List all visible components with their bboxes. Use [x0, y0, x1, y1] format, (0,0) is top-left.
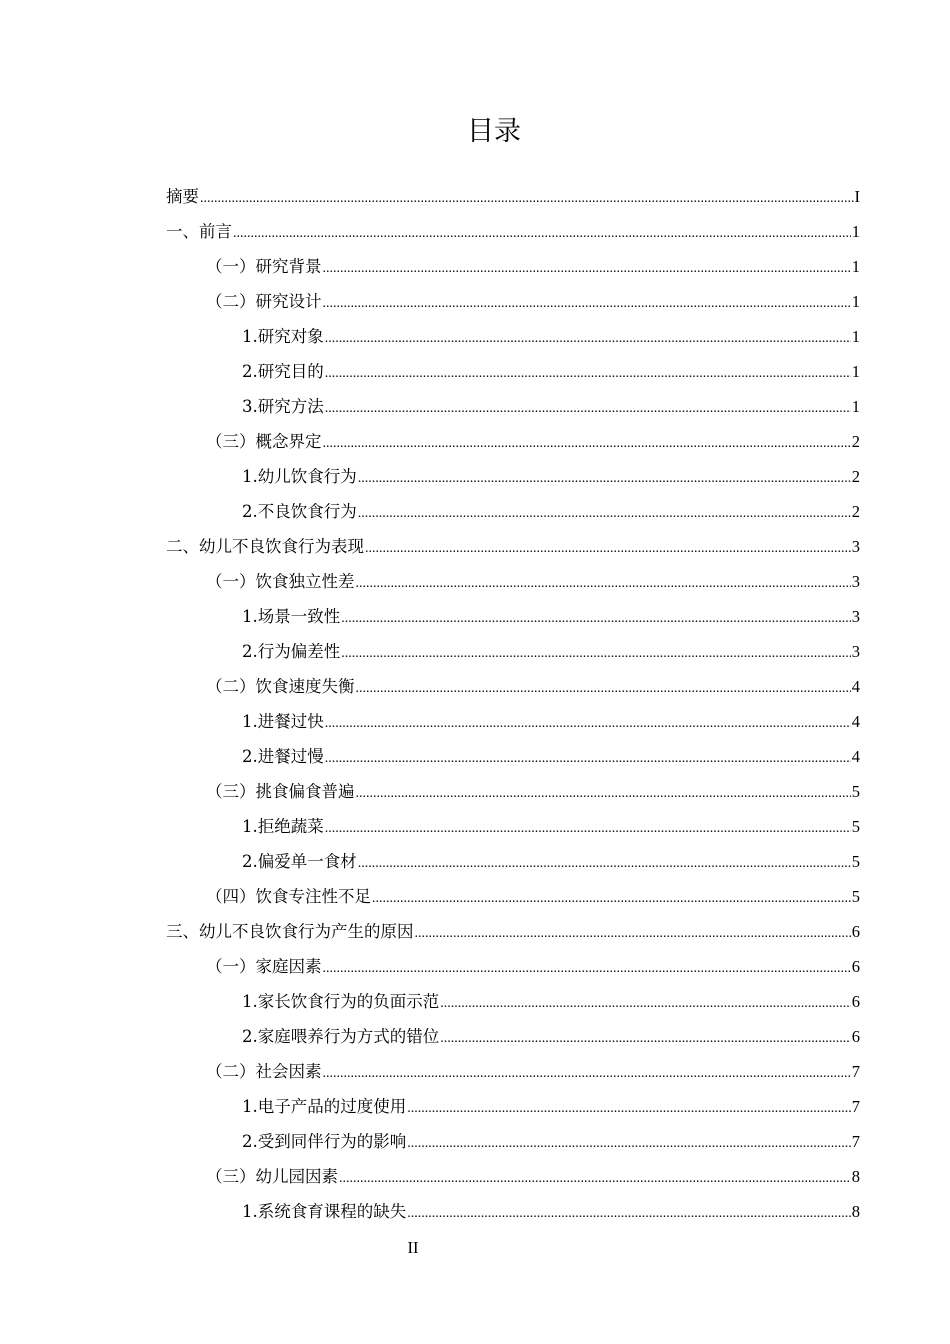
toc-entry-label: （四）饮食专注性不足: [206, 887, 371, 906]
toc-entry-label: （二）饮食速度失衡: [206, 677, 355, 696]
toc-entry-label: 摘要: [166, 187, 199, 206]
toc-entry-label: 1.系统食育课程的缺失: [242, 1202, 407, 1221]
toc-entry[interactable]: [166, 984, 860, 1019]
toc-entry[interactable]: [166, 424, 860, 459]
toc-entry-label: 2.研究目的: [242, 362, 324, 381]
toc-dot-leader: [372, 881, 851, 916]
toc-entry[interactable]: [166, 459, 860, 494]
toc-entry-page: 8: [851, 1167, 860, 1186]
toc-entry-page: 1: [851, 362, 860, 381]
toc-entry[interactable]: [166, 319, 860, 354]
toc-entry-label: 2.行为偏差性: [242, 642, 341, 661]
toc-dot-leader: [233, 216, 851, 251]
toc-entry-page: 1: [851, 257, 860, 276]
toc-dot-leader: [323, 426, 851, 461]
toc-entry-page: 2: [851, 502, 860, 521]
toc-entry-page: 2: [851, 432, 860, 451]
toc-entry-page: 6: [851, 992, 860, 1011]
toc-entry-label: 一、前言: [166, 222, 232, 241]
toc-dot-leader: [407, 1091, 851, 1126]
toc-entry[interactable]: [166, 389, 860, 424]
toc-entry[interactable]: [166, 1124, 860, 1159]
toc-entry-page: 4: [851, 677, 860, 696]
toc-entry-label: （三）挑食偏食普遍: [206, 782, 355, 801]
toc-entry[interactable]: [166, 844, 860, 879]
toc-entry-page: 1: [851, 222, 860, 241]
toc-entry-label: （一）家庭因素: [206, 957, 322, 976]
toc-entry[interactable]: [166, 529, 860, 564]
toc-dot-leader: [440, 1021, 851, 1056]
toc-entry[interactable]: [166, 1089, 860, 1124]
toc-dot-leader: [407, 1126, 851, 1161]
toc-entry-label: 1.家长饮食行为的负面示范: [242, 992, 440, 1011]
toc-entry[interactable]: [166, 704, 860, 739]
toc-dot-leader: [323, 1056, 851, 1091]
toc-entry-label: 2.偏爱单一食材: [242, 852, 357, 871]
page-title: 目录: [467, 116, 521, 147]
toc-entry-page: 7: [851, 1132, 860, 1151]
toc-entry[interactable]: [166, 1054, 860, 1089]
toc-entry[interactable]: [166, 949, 860, 984]
toc-entry[interactable]: [166, 249, 860, 284]
toc-entry-page: 1: [851, 327, 860, 346]
toc-entry-label: 1.场景一致性: [242, 607, 341, 626]
toc-entry-page: 8: [851, 1202, 860, 1221]
toc-entry-page: 1: [851, 292, 860, 311]
toc-dot-leader: [339, 1161, 851, 1196]
toc-dot-leader: [325, 356, 851, 391]
toc-dot-leader: [341, 601, 851, 636]
toc-dot-leader: [407, 1196, 851, 1231]
toc-entry-label: 2.受到同伴行为的影响: [242, 1132, 407, 1151]
toc-dot-leader: [323, 951, 851, 986]
toc-entry[interactable]: [166, 564, 860, 599]
toc-dot-leader: [358, 496, 851, 531]
toc-dot-leader: [325, 391, 851, 426]
toc-entry-page: I: [854, 187, 860, 206]
toc-entry[interactable]: [166, 284, 860, 319]
toc-entry[interactable]: [166, 599, 860, 634]
toc-entry[interactable]: [166, 739, 860, 774]
toc-entry-page: 4: [851, 747, 860, 766]
toc-entry-page: 6: [851, 1027, 860, 1046]
toc-entry-page: 1: [851, 397, 860, 416]
toc-dot-leader: [356, 566, 851, 601]
page-number: II: [407, 1238, 419, 1257]
toc-entry[interactable]: [166, 1019, 860, 1054]
toc-entry[interactable]: [166, 1159, 860, 1194]
toc-entry-label: 1.研究对象: [242, 327, 324, 346]
toc-entry-page: 5: [851, 887, 860, 906]
toc-dot-leader: [325, 811, 851, 846]
toc-dot-leader: [440, 986, 851, 1021]
toc-dot-leader: [365, 531, 851, 566]
toc-dot-leader: [356, 776, 851, 811]
toc-entry-label: 2.不良饮食行为: [242, 502, 357, 521]
toc-entry-label: 1.电子产品的过度使用: [242, 1097, 407, 1116]
toc-dot-leader: [356, 671, 851, 706]
toc-entry-page: 5: [851, 817, 860, 836]
toc-dot-leader: [358, 461, 851, 496]
toc-entry-label: （二）社会因素: [206, 1062, 322, 1081]
toc-dot-leader: [341, 636, 851, 671]
toc-dot-leader: [358, 846, 851, 881]
toc-dot-leader: [415, 916, 851, 951]
toc-entry[interactable]: [166, 214, 860, 249]
toc-entry-label: 2.家庭喂养行为方式的错位: [242, 1027, 440, 1046]
toc-entry-label: 三、幼儿不良饮食行为产生的原因: [166, 922, 414, 941]
toc-entry-page: 5: [851, 782, 860, 801]
toc-dot-leader: [323, 286, 851, 321]
toc-entry-label: 1.幼儿饮食行为: [242, 467, 357, 486]
toc-entry-label: （一）研究背景: [206, 257, 322, 276]
toc-entry[interactable]: [166, 494, 860, 529]
toc-entry-label: 1.拒绝蔬菜: [242, 817, 324, 836]
toc-entry[interactable]: [166, 179, 860, 214]
toc-entry-page: 6: [851, 957, 860, 976]
toc-entry-page: 5: [851, 852, 860, 871]
toc-entry-label: 3.研究方法: [242, 397, 324, 416]
toc-entry[interactable]: [166, 914, 860, 949]
toc-entry-label: （二）研究设计: [206, 292, 322, 311]
toc-entry-label: 2.进餐过慢: [242, 747, 324, 766]
toc-entry-page: 4: [851, 712, 860, 731]
toc-entry[interactable]: [166, 1194, 860, 1229]
toc-entry[interactable]: [166, 354, 860, 389]
toc-dot-leader: [325, 706, 851, 741]
toc-entry-page: 3: [851, 607, 860, 626]
toc-entry-label: 1.进餐过快: [242, 712, 324, 731]
toc-entry-page: 3: [851, 572, 860, 591]
toc-entry[interactable]: [166, 669, 860, 704]
toc-dot-leader: [323, 251, 851, 286]
toc-entry-label: （三）概念界定: [206, 432, 322, 451]
toc-dot-leader: [325, 321, 851, 356]
toc-entry-label: 二、幼儿不良饮食行为表现: [166, 537, 364, 556]
toc-entry[interactable]: [166, 879, 860, 914]
toc-dot-leader: [325, 741, 851, 776]
toc-entry-label: （一）饮食独立性差: [206, 572, 355, 591]
toc-entry[interactable]: [166, 774, 860, 809]
toc-entry-page: 6: [851, 922, 860, 941]
toc-dot-leader: [200, 181, 854, 216]
toc-entry[interactable]: [166, 634, 860, 669]
toc-entry-label: （三）幼儿园因素: [206, 1167, 338, 1186]
toc-entry-page: 3: [851, 642, 860, 661]
toc-entry-page: 7: [851, 1097, 860, 1116]
toc-entry-page: 7: [851, 1062, 860, 1081]
toc-entry-page: 2: [851, 467, 860, 486]
table-of-contents: [166, 179, 860, 1229]
toc-entry[interactable]: [166, 809, 860, 844]
toc-entry-page: 3: [851, 537, 860, 556]
